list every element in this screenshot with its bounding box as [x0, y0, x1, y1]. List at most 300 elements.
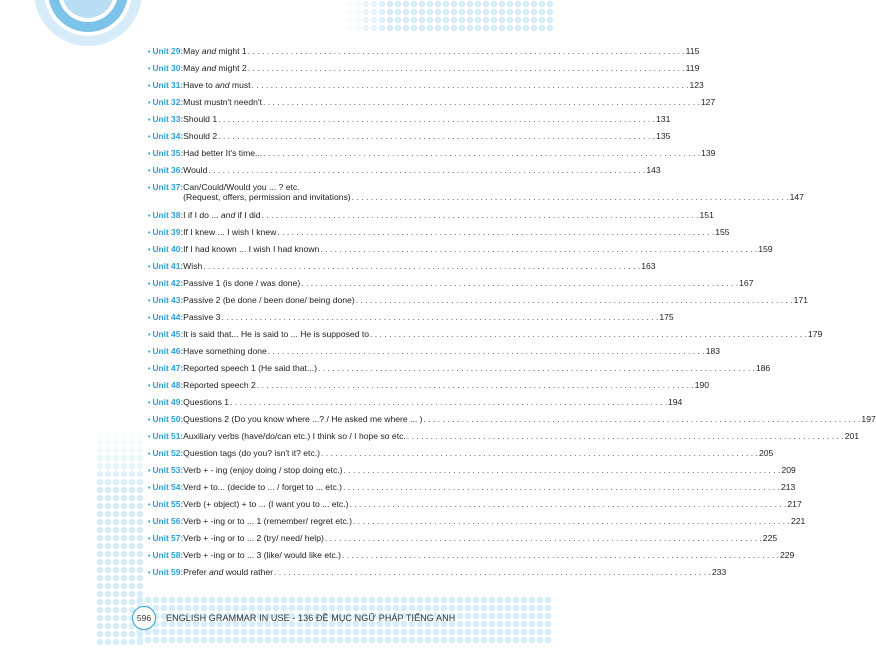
- decor-dot: [417, 637, 424, 644]
- unit-label: [148, 346, 183, 356]
- decor-dot: [523, 25, 529, 31]
- dot-leader: [263, 148, 700, 158]
- page-number: 171: [793, 295, 808, 305]
- decor-dot: [521, 637, 528, 644]
- unit-number: Unit 57:: [152, 533, 184, 543]
- toc-entry[interactable]: [148, 244, 773, 261]
- title-part: Have to: [183, 80, 216, 90]
- decor-dot: [105, 527, 111, 533]
- toc-entry[interactable]: [148, 567, 727, 584]
- toc-entry[interactable]: [148, 165, 661, 182]
- toc-entry[interactable]: [148, 329, 823, 346]
- decorative-arcs: [96, 0, 156, 60]
- toc-entry[interactable]: [148, 63, 700, 80]
- unit-number: Unit 41:: [152, 261, 184, 271]
- decor-dot: [539, 1, 545, 7]
- title-part: Wish: [183, 261, 203, 271]
- toc-entry[interactable]: [148, 414, 876, 431]
- decor-dot: [531, 1, 537, 7]
- toc-entry[interactable]: [148, 278, 754, 295]
- entry-title: [183, 244, 319, 254]
- unit-number: Unit 32:: [152, 97, 184, 107]
- unit-label: [148, 261, 183, 271]
- decor-dot: [499, 1, 505, 7]
- decor-dot: [467, 9, 473, 15]
- title-part: Would: [183, 165, 208, 175]
- decor-dot: [121, 583, 127, 589]
- decor-dot: [137, 527, 143, 533]
- decor-dot: [105, 599, 111, 605]
- decor-dot: [497, 605, 504, 612]
- decor-dot: [435, 9, 441, 15]
- page-number-badge: 596: [132, 606, 156, 630]
- title-part: Should 1: [183, 114, 218, 124]
- dot-leader: [321, 448, 758, 458]
- decor-dot: [467, 25, 473, 31]
- decor-dot: [481, 597, 488, 604]
- toc-entry[interactable]: [148, 261, 656, 278]
- toc-entry[interactable]: [148, 295, 808, 312]
- decor-dot: [425, 637, 432, 644]
- bullet-icon: •: [148, 417, 151, 424]
- dot-leader: [218, 114, 655, 124]
- decor-dot: [395, 25, 401, 31]
- decor-dot: [105, 567, 111, 573]
- decor-dot: [505, 621, 512, 628]
- bullet-icon: •: [148, 553, 151, 560]
- unit-label: [148, 380, 183, 390]
- page-number: 209: [781, 465, 796, 475]
- decor-dot: [451, 25, 457, 31]
- decor-dot: [369, 597, 376, 604]
- decor-dot: [443, 9, 449, 15]
- decor-dot: [185, 637, 192, 644]
- decor-dot: [515, 25, 521, 31]
- decor-dot: [121, 567, 127, 573]
- title-part: Verb + -ing or to ... 2 (try/ need/ help): [183, 533, 324, 543]
- page-number: 186: [755, 363, 771, 373]
- decor-dot: [137, 543, 143, 549]
- page-number: 197: [861, 414, 876, 424]
- decor-dot: [393, 597, 400, 604]
- bullet-icon: •: [148, 117, 151, 124]
- toc-entry[interactable]: [148, 80, 704, 97]
- decor-dot: [465, 637, 472, 644]
- unit-label: [148, 482, 183, 492]
- decor-dot: [515, 17, 521, 23]
- unit-number: Unit 54:: [152, 482, 184, 492]
- decor-dot: [483, 17, 489, 23]
- decor-dot: [97, 471, 103, 477]
- decor-dot: [387, 25, 393, 31]
- decor-dot: [121, 447, 127, 453]
- decor-dot: [481, 637, 488, 644]
- entry-title: [183, 148, 262, 158]
- dot-leader: [208, 165, 645, 175]
- decor-dot: [105, 623, 111, 629]
- decor-dot: [153, 597, 160, 604]
- toc-entry[interactable]: [148, 533, 778, 550]
- decor-dot: [129, 479, 135, 485]
- unit-number: Unit 56:: [152, 516, 184, 526]
- decor-dot: [233, 637, 240, 644]
- decor-dot: [459, 9, 465, 15]
- toc-entry[interactable]: [148, 131, 671, 148]
- decor-dot: [241, 637, 248, 644]
- dot-leader: [230, 397, 667, 407]
- decor-dot: [545, 637, 552, 644]
- decor-dot: [177, 597, 184, 604]
- decor-dot: [225, 597, 232, 604]
- decor-dot: [201, 637, 208, 644]
- decor-dot: [441, 597, 448, 604]
- title-part: Verb + - ing (enjoy doing / stop doing etc.): [183, 465, 343, 475]
- entry-title: [183, 397, 229, 407]
- decor-dot: [113, 591, 119, 597]
- unit-number: Unit 59:: [152, 567, 184, 577]
- decor-dot: [395, 17, 401, 23]
- decor-dot: [513, 597, 520, 604]
- decor-dot: [121, 623, 127, 629]
- decor-dot: [427, 25, 433, 31]
- decor-dot: [481, 629, 488, 636]
- decor-dot: [105, 639, 111, 645]
- decor-dot: [539, 25, 545, 31]
- unit-label: [148, 278, 183, 288]
- unit-label: [148, 414, 183, 424]
- decor-dot: [113, 559, 119, 565]
- decor-dot: [363, 1, 369, 7]
- page-number: 233: [711, 567, 727, 577]
- page-footer: [132, 606, 455, 630]
- decor-dot: [321, 637, 328, 644]
- decor-dot: [105, 535, 111, 541]
- entry-title: [183, 80, 250, 90]
- decor-dot: [97, 623, 103, 629]
- decor-dot: [465, 597, 472, 604]
- dot-leader: [344, 465, 781, 475]
- decor-dot: [505, 613, 512, 620]
- toc-entry[interactable]: [148, 465, 796, 482]
- decor-dot: [241, 597, 248, 604]
- decor-dot: [393, 637, 400, 644]
- decor-dot: [499, 9, 505, 15]
- decor-dot: [371, 25, 377, 31]
- title-part: Questions 2 (Do you know where ...? / He asked me where ... ): [183, 414, 423, 424]
- decor-dot: [105, 479, 111, 485]
- toc-entry[interactable]: [148, 148, 716, 165]
- decor-dot: [355, 17, 361, 23]
- entry-title: [183, 567, 273, 577]
- decor-dot: [411, 1, 417, 7]
- page-number: 175: [659, 312, 674, 322]
- decor-dot: [465, 621, 472, 628]
- decor-dot: [355, 1, 361, 7]
- decor-dot: [97, 639, 103, 645]
- unit-number: Unit 38:: [152, 210, 184, 220]
- decor-dot: [97, 431, 103, 437]
- decor-dot: [161, 597, 168, 604]
- bullet-icon: •: [148, 315, 151, 322]
- decor-dot: [379, 9, 385, 15]
- decor-dot: [419, 17, 425, 23]
- decor-dot: [121, 463, 127, 469]
- unit-number: Unit 39:: [152, 227, 184, 237]
- decor-dot: [105, 559, 111, 565]
- entry-title: [183, 346, 267, 356]
- unit-label: [148, 210, 183, 220]
- decor-dot: [353, 597, 360, 604]
- title-part: Question tags (do you? isn't it? etc.): [183, 448, 320, 458]
- bullet-icon: •: [148, 502, 151, 509]
- bullet-icon: •: [148, 383, 151, 390]
- entry-title: [183, 114, 217, 124]
- toc-entry[interactable]: [148, 210, 714, 227]
- toc-entry[interactable]: [148, 114, 671, 131]
- page-number: 217: [787, 499, 802, 509]
- bullet-icon: •: [148, 451, 151, 458]
- unit-number: Unit 55:: [152, 499, 184, 509]
- decor-dot: [129, 567, 135, 573]
- decor-dot: [113, 519, 119, 525]
- decor-dot: [105, 439, 111, 445]
- title-part: Passive 2 (be done / been done/ being done): [183, 295, 355, 305]
- bullet-icon: •: [148, 400, 151, 407]
- toc-entry[interactable]: [148, 516, 806, 533]
- unit-label: [148, 131, 183, 141]
- page-number: 147: [789, 192, 804, 202]
- decor-dot: [523, 17, 529, 23]
- decor-dot: [443, 17, 449, 23]
- bullet-icon: •: [148, 168, 151, 175]
- decor-dot: [491, 9, 497, 15]
- unit-label: [148, 499, 183, 509]
- entry-title: [183, 97, 262, 107]
- entry-title: [183, 165, 207, 175]
- decor-dot: [113, 575, 119, 581]
- decor-dot: [113, 511, 119, 517]
- page-number: 190: [694, 380, 710, 390]
- bullet-icon: •: [148, 83, 151, 90]
- decor-dot: [297, 597, 304, 604]
- unit-number: Unit 34:: [152, 131, 184, 141]
- decor-dot: [497, 637, 504, 644]
- decor-dot: [457, 613, 464, 620]
- decor-dot: [113, 527, 119, 533]
- decor-dot: [435, 25, 441, 31]
- decor-dot: [113, 535, 119, 541]
- unit-label: [148, 431, 183, 441]
- decor-dot: [209, 637, 216, 644]
- toc-entry[interactable]: [148, 482, 796, 499]
- unit-label: [148, 182, 183, 192]
- decor-dot: [435, 17, 441, 23]
- decor-dot: [403, 1, 409, 7]
- decor-dot: [537, 629, 544, 636]
- unit-label: [148, 97, 183, 107]
- dot-leader: [301, 278, 738, 288]
- decorative-dots-top: [346, 0, 556, 36]
- decor-dot: [443, 25, 449, 31]
- toc-entry[interactable]: [148, 182, 804, 210]
- entry-title: [183, 516, 352, 526]
- dot-leader: [318, 363, 755, 373]
- toc-entry[interactable]: [148, 397, 683, 414]
- dot-leader: [343, 482, 780, 492]
- table-of-contents: [148, 46, 876, 584]
- decor-dot: [129, 591, 135, 597]
- entry-title: [183, 499, 348, 509]
- toc-entry[interactable]: [148, 431, 860, 448]
- decor-dot: [435, 1, 441, 7]
- decor-dot: [545, 621, 552, 628]
- title-part: Verb (+ object) + to ... (I want you to ... etc.): [183, 499, 349, 509]
- decor-dot: [547, 1, 553, 7]
- decor-dot: [177, 637, 184, 644]
- decor-dot: [169, 637, 176, 644]
- decor-dot: [329, 597, 336, 604]
- entry-title: [183, 482, 342, 492]
- title-part: Verb + -ing or to ... 1 (remember/ regret etc.): [183, 516, 353, 526]
- decor-dot: [113, 543, 119, 549]
- decor-dot: [105, 455, 111, 461]
- decor-dot: [337, 637, 344, 644]
- toc-entry[interactable]: [148, 448, 774, 465]
- decor-dot: [403, 9, 409, 15]
- bullet-icon: •: [148, 185, 151, 192]
- decor-dot: [523, 1, 529, 7]
- decor-dot: [361, 597, 368, 604]
- dot-leader: [352, 192, 789, 202]
- decor-dot: [121, 439, 127, 445]
- decor-dot: [129, 471, 135, 477]
- decor-dot: [97, 583, 103, 589]
- decor-dot: [497, 597, 504, 604]
- decor-dot: [97, 575, 103, 581]
- title-part: if I did: [235, 210, 261, 220]
- toc-entry[interactable]: [148, 380, 710, 397]
- decor-dot: [459, 1, 465, 7]
- entry-title: [183, 227, 276, 237]
- decor-dot: [499, 25, 505, 31]
- unit-label: [148, 550, 183, 560]
- title-part: May: [183, 46, 202, 56]
- footer-title: ENGLISH GRAMMAR IN USE - 136 ĐỀ MỤC NGỮ PHÁP TIẾNG ANH: [166, 613, 456, 623]
- decor-dot: [475, 1, 481, 7]
- decor-dot: [137, 511, 143, 517]
- decor-dot: [387, 17, 393, 23]
- decor-dot: [537, 597, 544, 604]
- decor-dot: [129, 559, 135, 565]
- page-number: 201: [844, 431, 860, 441]
- toc-entry[interactable]: [148, 346, 721, 363]
- decor-dot: [481, 605, 488, 612]
- decor-dot: [347, 17, 353, 23]
- decor-dot: [137, 431, 143, 437]
- dot-leader: [218, 131, 655, 141]
- decor-dot: [521, 597, 528, 604]
- decor-dot: [129, 487, 135, 493]
- decor-dot: [363, 25, 369, 31]
- decor-dot: [137, 583, 143, 589]
- decor-dot: [547, 25, 553, 31]
- title-part: Questions 1: [183, 397, 230, 407]
- decor-dot: [97, 463, 103, 469]
- decor-dot: [545, 605, 552, 612]
- entry-title: [183, 182, 299, 192]
- dot-leader: [274, 567, 711, 577]
- document-page: [96, 0, 876, 650]
- decor-dot: [113, 479, 119, 485]
- decor-dot: [257, 637, 264, 644]
- decor-dot: [113, 447, 119, 453]
- decor-dot: [411, 25, 417, 31]
- decor-dot: [121, 559, 127, 565]
- decor-dot: [363, 9, 369, 15]
- dot-leader: [252, 80, 689, 90]
- decor-dot: [369, 637, 376, 644]
- decor-dot: [449, 597, 456, 604]
- title-part: May: [183, 63, 202, 73]
- toc-entry[interactable]: [148, 363, 771, 380]
- dot-leader: [342, 550, 779, 560]
- decor-dot: [481, 613, 488, 620]
- page-number: 155: [715, 227, 730, 237]
- decor-dot: [105, 583, 111, 589]
- title-part: It is said that... He is said to ... He is supposed to: [183, 329, 369, 339]
- dot-leader: [325, 533, 762, 543]
- title-italic-part: and: [208, 567, 224, 577]
- unit-number: Unit 33:: [152, 114, 184, 124]
- entry-title: [183, 380, 256, 390]
- unit-number: Unit 30:: [152, 63, 184, 73]
- decor-dot: [433, 597, 440, 604]
- decor-dot: [379, 25, 385, 31]
- bullet-icon: •: [148, 332, 151, 339]
- decor-dot: [491, 25, 497, 31]
- title-part: must: [229, 80, 251, 90]
- decor-dot: [465, 613, 472, 620]
- decor-dot: [457, 637, 464, 644]
- decor-dot: [411, 17, 417, 23]
- decor-dot: [489, 597, 496, 604]
- toc-entry[interactable]: [148, 312, 674, 329]
- unit-label: [148, 80, 183, 90]
- title-italic-part: and: [220, 210, 236, 220]
- dot-leader: [407, 431, 844, 441]
- decor-dot: [313, 597, 320, 604]
- decor-dot: [97, 503, 103, 509]
- title-italic-part: and: [215, 80, 230, 90]
- decor-dot: [505, 637, 512, 644]
- unit-number: Unit 52:: [152, 448, 184, 458]
- title-part: If I knew ... I wish I knew: [183, 227, 277, 237]
- decor-dot: [169, 597, 176, 604]
- decor-dot: [249, 637, 256, 644]
- decor-dot: [97, 567, 103, 573]
- toc-entry[interactable]: [148, 97, 716, 114]
- unit-label: [148, 567, 183, 577]
- entry-title: [183, 192, 351, 202]
- toc-entry[interactable]: [148, 227, 730, 244]
- decor-dot: [443, 1, 449, 7]
- toc-entry[interactable]: [148, 499, 802, 516]
- decor-dot: [161, 637, 168, 644]
- decor-dot: [121, 535, 127, 541]
- toc-entry[interactable]: [148, 46, 700, 63]
- toc-entry[interactable]: [148, 550, 795, 567]
- decor-dot: [337, 597, 344, 604]
